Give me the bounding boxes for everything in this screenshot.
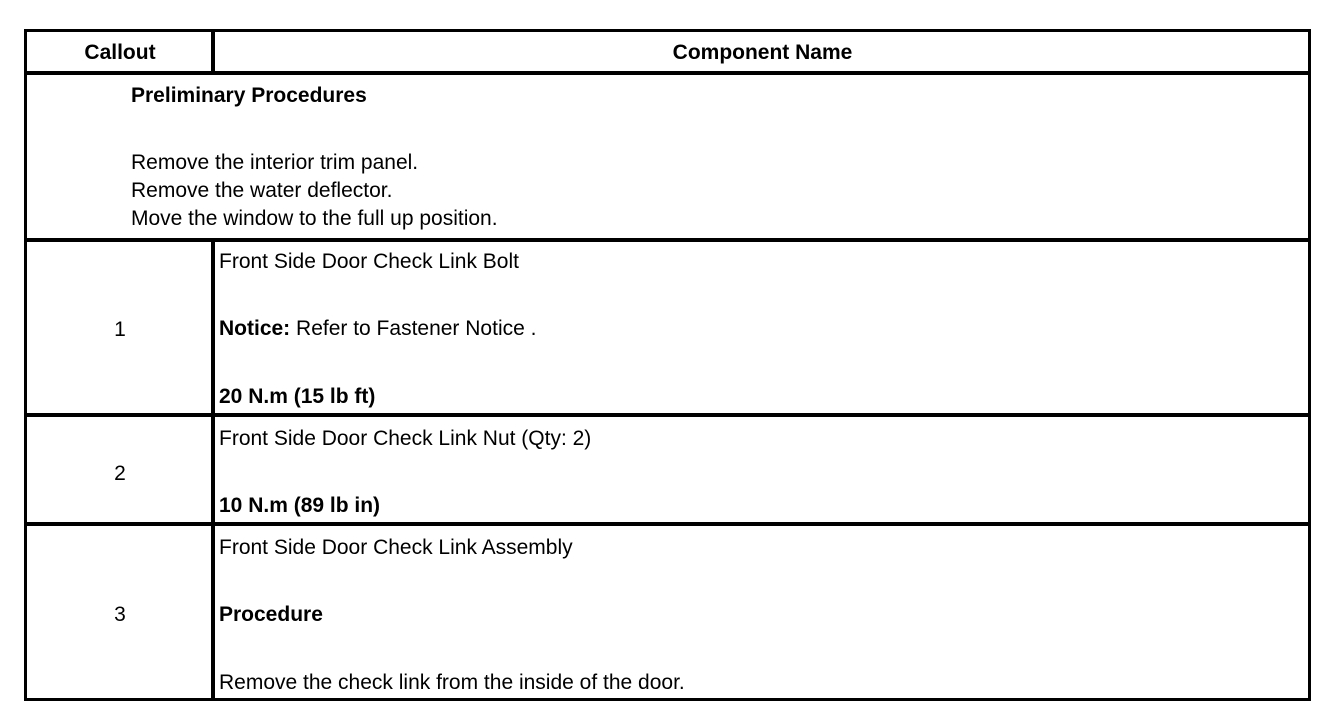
preliminary-step: Move the window to the full up position.	[131, 207, 498, 230]
table-row	[27, 242, 1308, 414]
table-row	[27, 417, 1308, 523]
preliminary-procedures	[27, 75, 1308, 239]
procedure-label: Procedure	[219, 603, 323, 626]
table-header-row	[27, 32, 1308, 72]
divider	[211, 242, 215, 698]
component-name: Front Side Door Check Link Bolt	[219, 250, 519, 273]
torque-spec: 20 N.m (15 lb ft)	[219, 385, 376, 408]
preliminary-step: Remove the interior trim panel.	[131, 151, 419, 174]
preliminary-step: Remove the water deflector.	[131, 179, 393, 202]
notice-text: Refer to Fastener Notice .	[290, 317, 537, 340]
component-name: Front Side Door Check Link Assembly	[219, 536, 573, 559]
header-callout: Callout	[84, 41, 156, 64]
row-callout: 3	[114, 603, 126, 626]
notice-label: Notice:	[219, 317, 291, 340]
row-callout: 2	[114, 462, 126, 485]
torque-spec: 10 N.m (89 lb in)	[219, 494, 381, 517]
header-component-name: Component Name	[672, 41, 853, 64]
divider	[211, 32, 215, 75]
table-row	[27, 526, 1308, 698]
row-callout: 1	[114, 318, 126, 341]
notice-line	[219, 315, 536, 343]
procedure-step: Remove the check link from the inside of the door.	[219, 671, 685, 694]
component-name: Front Side Door Check Link Nut (Qty: 2)	[219, 427, 592, 450]
preliminary-title: Preliminary Procedures	[131, 84, 367, 107]
procedure-table	[24, 29, 1311, 701]
